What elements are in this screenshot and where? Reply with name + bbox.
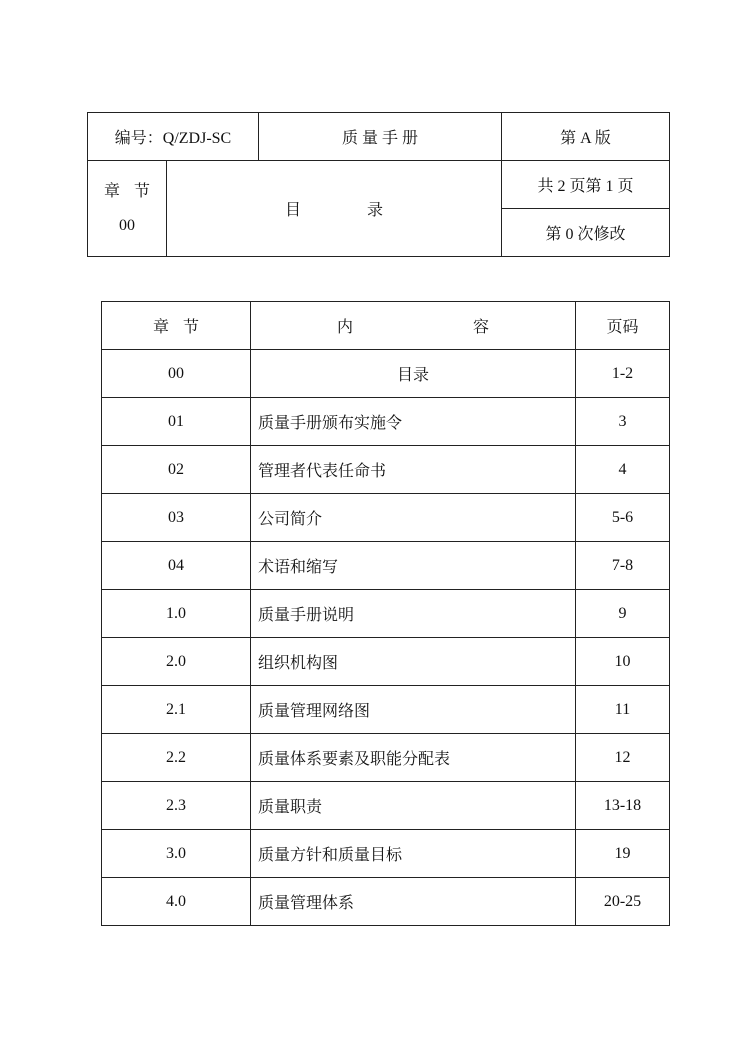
toc-header-chapter [102,302,251,350]
toc-chapter: 4.0 [102,878,251,926]
document-header-table [87,112,670,257]
toc-row [102,686,670,734]
toc-chapter: 02 [102,446,251,494]
toc-row [102,590,670,638]
toc-row [102,638,670,686]
toc-title: 公司简介 [251,494,576,542]
toc-row [102,878,670,926]
section-title-char-1: 目 [284,202,301,219]
toc-chapter: 2.3 [102,782,251,830]
toc-chapter: 1.0 [102,590,251,638]
section-title [167,161,502,257]
doc-number: 编号：Q/ZDJ-SC [88,113,259,161]
toc-title: 组织机构图 [251,638,576,686]
toc-page: 20-25 [576,878,670,926]
toc-chapter: 3.0 [102,830,251,878]
toc-header-content-char-2: 容 [473,319,490,336]
toc-page: 1-2 [576,350,670,398]
chapter-label-char-1: 章 [103,182,120,200]
toc-row [102,734,670,782]
chapter-label-char-2: 节 [134,182,151,200]
toc-page: 11 [576,686,670,734]
toc-chapter: 2.1 [102,686,251,734]
toc-chapter: 01 [102,398,251,446]
revision-label: 第 0 次修改 [502,209,670,257]
toc-page: 5-6 [576,494,670,542]
toc-page: 13-18 [576,782,670,830]
toc-chapter: 2.2 [102,734,251,782]
manual-title: 质 量 手 册 [259,113,502,161]
chapter-value: 00 [119,216,135,234]
toc-table [101,301,670,926]
toc-title: 质量手册颁布实施令 [251,398,576,446]
toc-title: 质量手册说明 [251,590,576,638]
toc-row [102,494,670,542]
toc-title: 目录 [251,350,576,398]
toc-page: 9 [576,590,670,638]
toc-title: 质量管理网络图 [251,686,576,734]
toc-chapter: 00 [102,350,251,398]
toc-title: 质量管理体系 [251,878,576,926]
toc-row [102,830,670,878]
toc-header-content [251,302,576,350]
toc-page: 7-8 [576,542,670,590]
toc-header-chapter-char-1: 章 [152,319,169,336]
toc-row [102,398,670,446]
toc-chapter: 03 [102,494,251,542]
toc-header-page: 页码 [576,302,670,350]
toc-title: 管理者代表任命书 [251,446,576,494]
toc-header-chapter-char-2: 节 [183,319,200,336]
toc-header-row [102,302,670,350]
toc-page: 12 [576,734,670,782]
toc-row [102,542,670,590]
toc-title: 术语和缩写 [251,542,576,590]
toc-title: 质量方针和质量目标 [251,830,576,878]
chapter-label [88,175,166,209]
toc-chapter: 2.0 [102,638,251,686]
toc-row [102,350,670,398]
toc-header-content-char-1: 内 [336,319,353,336]
toc-row [102,446,670,494]
toc-page: 10 [576,638,670,686]
toc-page: 19 [576,830,670,878]
chapter-cell [88,161,167,257]
version-label: 第 A 版 [502,113,670,161]
toc-title: 质量体系要素及职能分配表 [251,734,576,782]
toc-title: 质量职责 [251,782,576,830]
toc-chapter: 04 [102,542,251,590]
section-title-char-2: 录 [367,202,384,219]
toc-page: 3 [576,398,670,446]
toc-row [102,782,670,830]
toc-page: 4 [576,446,670,494]
page-info: 共 2 页第 1 页 [502,161,670,209]
